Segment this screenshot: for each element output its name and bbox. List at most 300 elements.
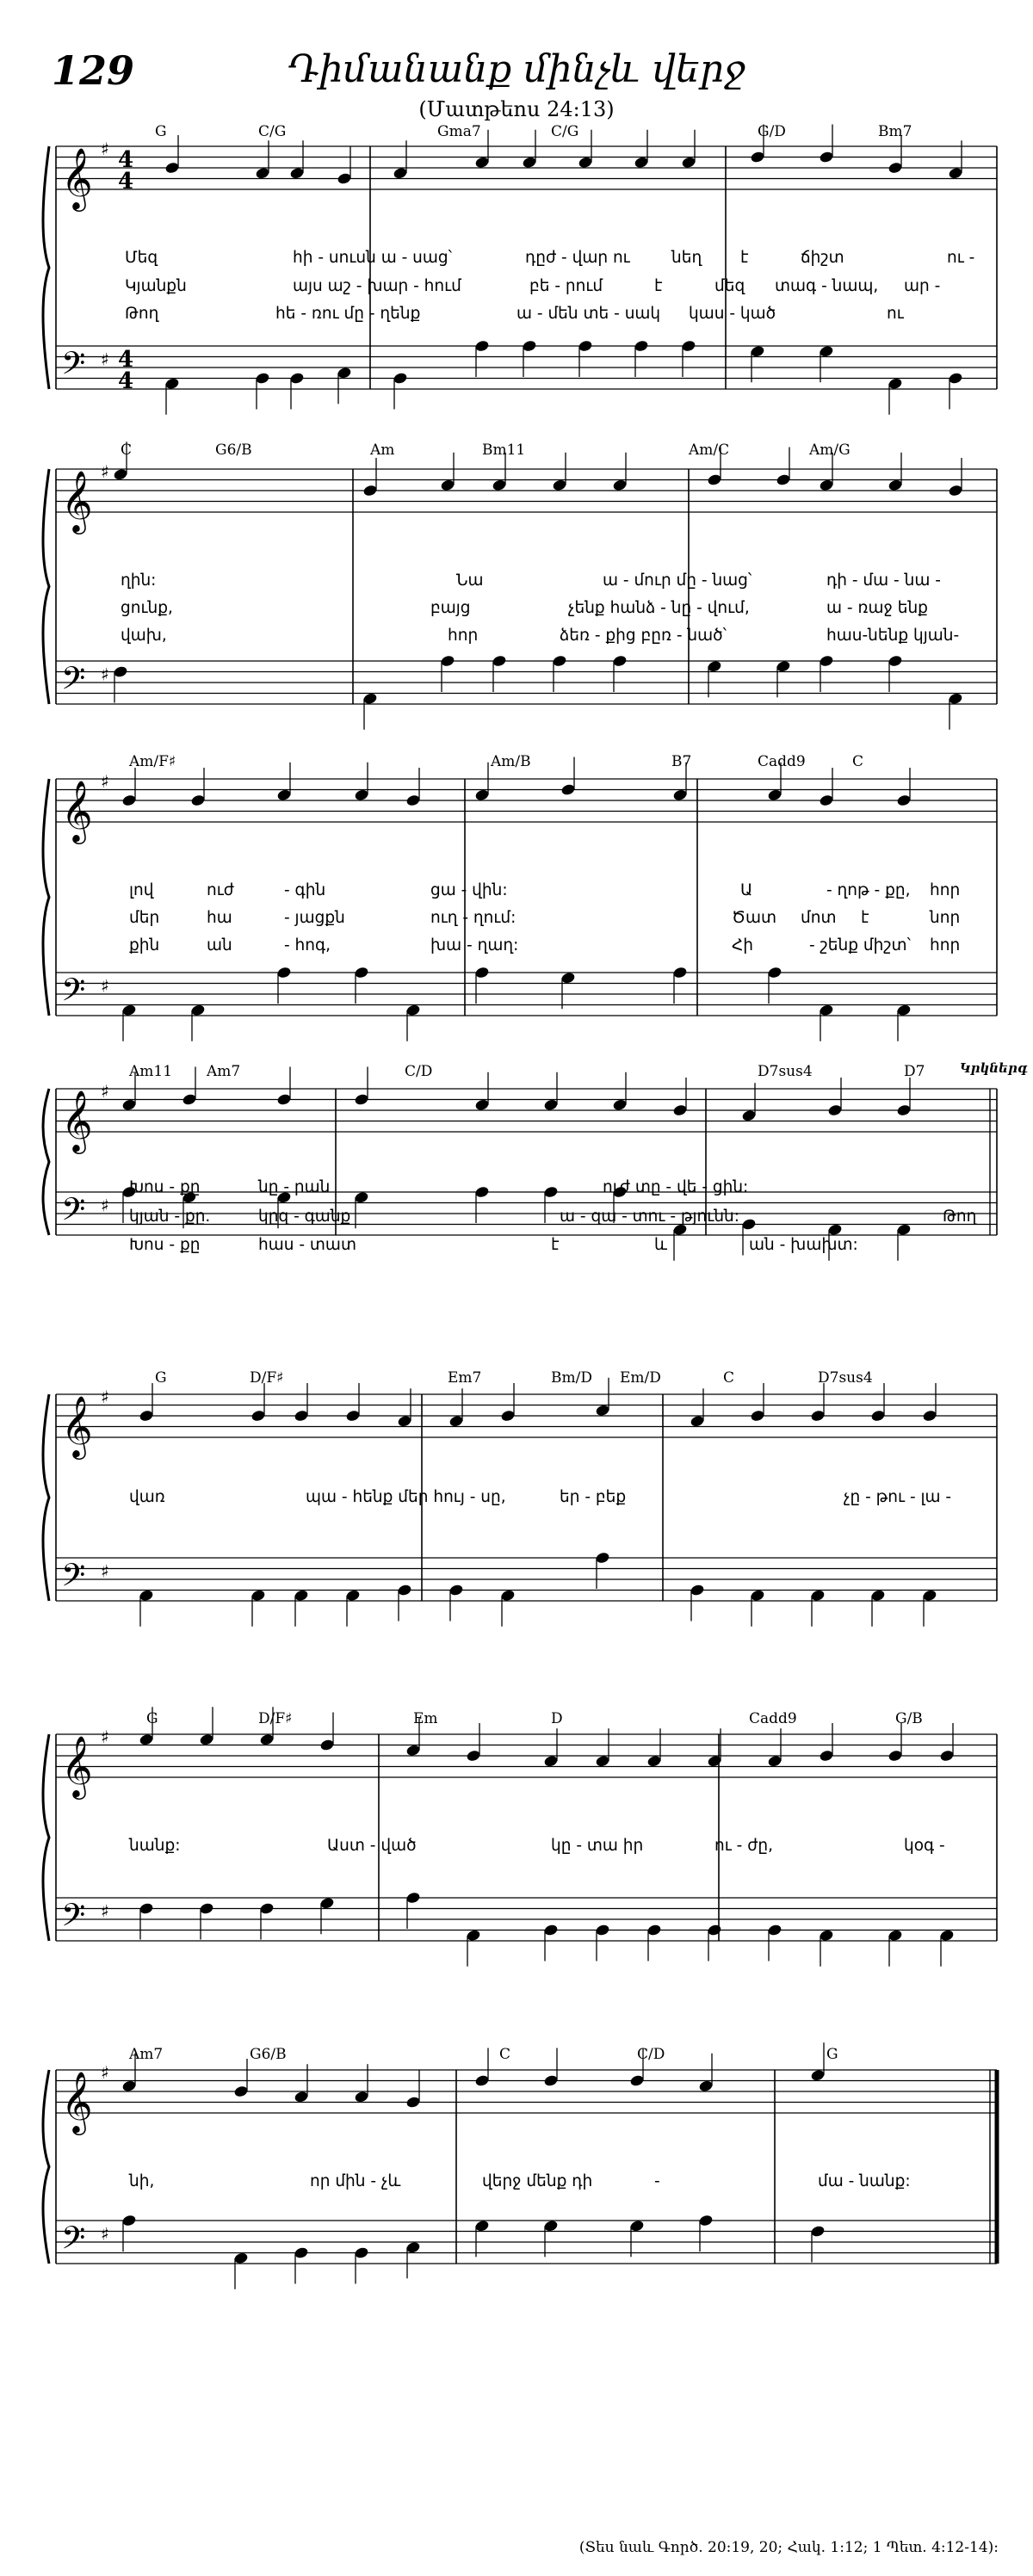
lyric-syllable: ու - ժը, <box>714 1837 773 1855</box>
lyric-syllable: Մեզ <box>125 249 158 267</box>
note-head <box>612 479 628 491</box>
lyric-syllable: ան - խախտ: <box>749 1236 858 1254</box>
lyric-syllable: բայց <box>430 599 471 617</box>
lyric-syllable: - ղոթ - քը, <box>826 881 911 899</box>
note-head <box>819 1749 834 1762</box>
lyric-syllable: հոր <box>930 881 961 899</box>
key-signature-sharp-icon: ♯ <box>101 461 109 482</box>
treble-clef-icon: 𝄞 <box>61 146 93 209</box>
note-head <box>466 1749 481 1762</box>
note-head <box>827 1103 843 1116</box>
note-head <box>543 1098 559 1111</box>
system-brace <box>43 469 49 704</box>
note-head <box>646 1755 662 1768</box>
chord-symbol: C <box>723 1369 735 1387</box>
note-head <box>819 479 834 491</box>
lyric-syllable: ա - մուր մը - նաց՝ <box>603 571 752 590</box>
chord-symbol: G/B <box>895 1710 923 1727</box>
note-head <box>827 1223 843 1236</box>
treble-clef-icon: 𝄞 <box>61 469 93 532</box>
note-head <box>750 1589 765 1602</box>
lyric-syllable: նը - րան <box>258 1178 331 1196</box>
note-head <box>560 783 576 796</box>
note-head <box>354 2091 369 2103</box>
note-head <box>672 966 688 979</box>
note-head <box>354 2246 369 2259</box>
lyric-syllable: բե - րում <box>529 277 603 295</box>
treble-clef-icon: 𝄞 <box>61 1734 93 1797</box>
lyric-syllable: - յացքն <box>284 909 345 927</box>
lyric-syllable: ա - մեն տե - սակ <box>516 305 661 323</box>
note-head <box>139 1733 154 1746</box>
chord-symbol: Bm7 <box>878 123 912 140</box>
song-number: 129 <box>52 47 135 94</box>
bass-clef-icon: 𝄢 <box>61 1557 86 1602</box>
note-head <box>552 479 567 491</box>
note-head <box>522 339 537 352</box>
lyric-syllable: մեր <box>129 909 160 927</box>
lyric-syllable: քին <box>129 936 160 954</box>
note-head <box>440 654 455 667</box>
note-head <box>345 1589 361 1602</box>
note-head <box>121 794 137 806</box>
note-head <box>767 788 782 801</box>
key-signature-sharp-icon: ♯ <box>101 2062 109 2083</box>
note-head <box>629 2220 645 2233</box>
note-head <box>294 1589 309 1602</box>
chord-symbol: G <box>155 1369 167 1387</box>
lyric-syllable: նանք: <box>129 1837 181 1855</box>
note-head <box>337 172 352 185</box>
note-head <box>681 156 696 169</box>
note-head <box>543 1924 559 1937</box>
song-title: Դիմանանք մինչև վերջ <box>288 47 745 91</box>
chord-symbol: Em <box>413 1710 438 1727</box>
lyric-syllable: խա - ղաղ: <box>430 936 519 954</box>
chord-symbol: Am7 <box>129 2046 164 2063</box>
lyric-syllable: հաս - տատ <box>258 1236 356 1254</box>
chord-symbol: Am/C <box>689 442 730 459</box>
note-head <box>922 1409 937 1422</box>
lyric-syllable: - <box>654 2172 660 2190</box>
chord-symbol: D/F♯ <box>250 1369 284 1387</box>
note-head <box>474 2220 490 2233</box>
note-head <box>405 2096 421 2109</box>
chord-symbol: Em7 <box>448 1369 482 1387</box>
note-head <box>405 794 421 806</box>
note-head <box>474 788 490 801</box>
lyric-syllable: նեղ <box>671 249 702 267</box>
lyric-syllable: վերջ մենք դի <box>482 2172 593 2190</box>
lyric-syllable: Կյանքն <box>125 277 187 295</box>
note-head <box>474 2074 490 2087</box>
note-head <box>819 1929 834 1942</box>
note-head <box>474 156 490 169</box>
key-signature-sharp-icon: ♯ <box>101 139 109 159</box>
note-head <box>741 1218 757 1231</box>
note-head <box>595 1755 610 1768</box>
note-head <box>707 1924 722 1937</box>
lyric-syllable: ան <box>207 936 232 954</box>
lyric-syllable: վախ, <box>121 627 167 645</box>
note-head <box>199 1733 214 1746</box>
note-head <box>190 794 206 806</box>
note-head <box>276 1093 292 1106</box>
chord-symbol: Cadd9 <box>758 753 806 770</box>
note-head <box>319 1897 335 1910</box>
note-head <box>405 2241 421 2254</box>
lyric-syllable: մա - նանք: <box>818 2172 911 2190</box>
bass-clef-icon: 𝄢 <box>61 1897 86 1942</box>
note-head <box>870 1409 886 1422</box>
note-head <box>492 654 507 667</box>
lyric-syllable: հե - ռու մը - ղենք <box>275 305 421 323</box>
note-head <box>276 788 292 801</box>
lyric-syllable: մոտ <box>801 909 837 927</box>
lyric-syllable: եր - բեք <box>560 1488 627 1506</box>
note-head <box>870 1589 886 1602</box>
lyric-syllable: պա - հենք մեր հույ - սը, <box>306 1488 506 1506</box>
key-signature-sharp-icon: ♯ <box>101 1081 109 1102</box>
lyric-syllable: հոր <box>448 627 479 645</box>
note-head <box>552 654 567 667</box>
note-head <box>121 1004 137 1016</box>
note-head <box>448 1584 464 1597</box>
lyric-syllable: ճիշտ <box>801 249 844 267</box>
chord-symbol: Am/F♯ <box>129 753 176 770</box>
lyric-syllable: այս աշ - խար - հում <box>293 277 461 295</box>
note-head <box>767 1755 782 1768</box>
note-head <box>113 468 128 481</box>
lyric-syllable: Ծատ <box>732 909 777 927</box>
note-head <box>466 1929 481 1942</box>
note-head <box>251 1409 266 1422</box>
lyric-syllable: կյան - քը. <box>129 1208 211 1226</box>
lyric-syllable: է <box>654 277 663 295</box>
bass-clef-icon: 𝄢 <box>61 345 86 390</box>
note-head <box>393 372 408 385</box>
chord-symbol: D <box>551 1710 563 1727</box>
note-head <box>259 1902 275 1915</box>
time-signature-top: 4 <box>118 147 134 173</box>
note-head <box>233 2085 249 2097</box>
treble-clef-icon: 𝄞 <box>61 779 93 842</box>
chord-symbol: Bm/D <box>551 1369 592 1387</box>
lyric-syllable: ուժ տը - վե - ցին: <box>603 1178 749 1196</box>
system-brace <box>43 2070 49 2264</box>
lyric-syllable: Նա <box>456 571 484 590</box>
lyric-syllable: տագ - նապ, <box>775 277 879 295</box>
note-head <box>474 966 490 979</box>
time-signature-bottom: 4 <box>118 368 134 394</box>
bass-clef-icon: 𝄢 <box>61 972 86 1016</box>
system-brace <box>43 1394 49 1601</box>
note-head <box>888 1749 903 1762</box>
note-head <box>948 372 963 385</box>
lyric-syllable: ղին: <box>121 571 157 590</box>
scripture-reference: (Մատթեոս 24:13) <box>418 97 615 121</box>
lyric-syllable: վառ <box>129 1488 165 1506</box>
chord-symbol: Am/B <box>491 753 531 770</box>
note-head <box>672 788 688 801</box>
note-head <box>888 654 903 667</box>
lyric-syllable: ցա - վին: <box>430 881 508 899</box>
note-head <box>750 151 765 164</box>
note-head <box>819 654 834 667</box>
note-head <box>922 1589 937 1602</box>
note-head <box>259 1733 275 1746</box>
note-head <box>595 1404 610 1417</box>
note-head <box>690 1415 705 1428</box>
note-head <box>896 794 912 806</box>
chord-symbol: D7sus4 <box>818 1369 873 1387</box>
note-head <box>289 167 305 180</box>
note-head <box>448 1415 464 1428</box>
lyric-syllable: նոր <box>930 909 961 927</box>
treble-clef-icon: 𝄞 <box>61 1394 93 1457</box>
key-signature-sharp-icon: ♯ <box>101 975 109 997</box>
lyric-syllable: և <box>654 1236 668 1254</box>
lyric-syllable: նի, <box>129 2172 155 2190</box>
lyric-syllable: հի - սուսն ա - սաց՝ <box>293 249 453 267</box>
note-head <box>819 794 834 806</box>
note-head <box>634 156 649 169</box>
chord-symbol: Bm11 <box>482 442 526 459</box>
key-signature-sharp-icon: ♯ <box>101 1195 109 1216</box>
key-signature-sharp-icon: ♯ <box>101 349 109 370</box>
note-head <box>819 345 834 358</box>
note-head <box>776 473 791 486</box>
note-head <box>629 2074 645 2087</box>
lyric-syllable: կօգ - <box>904 1837 945 1855</box>
lyric-syllable: Խոս - քը <box>129 1236 201 1254</box>
lyric-syllable: կըզ - գանք <box>258 1208 351 1226</box>
note-head <box>810 1589 826 1602</box>
chord-symbol: C <box>499 2046 511 2063</box>
lyric-syllable: դըժ - վար ու <box>525 249 630 267</box>
lyric-syllable: հաս-նենք կյան- <box>826 627 960 645</box>
key-signature-sharp-icon: ♯ <box>101 1387 109 1407</box>
note-head <box>948 167 963 180</box>
lyric-syllable: Թող <box>125 305 159 323</box>
lyric-syllable: է <box>740 249 749 267</box>
lyric-syllable: - գին <box>284 881 326 899</box>
chord-symbol: C <box>121 442 133 459</box>
key-signature-sharp-icon: ♯ <box>101 771 109 792</box>
note-head <box>289 372 305 385</box>
bass-clef-icon: 𝄢 <box>61 1191 86 1236</box>
chord-symbol: C/D <box>405 1063 433 1080</box>
lyric-syllable: հոր <box>930 936 961 954</box>
note-head <box>182 1093 197 1106</box>
note-head <box>255 372 270 385</box>
lyric-syllable: չենք հանձ - նը - վում, <box>568 599 750 617</box>
note-head <box>474 1185 490 1198</box>
note-head <box>492 479 507 491</box>
note-head <box>646 1924 662 1937</box>
note-head <box>113 665 128 678</box>
lyric-syllable: դի - մա - նա - <box>826 571 941 590</box>
key-signature-sharp-icon: ♯ <box>101 1560 109 1582</box>
lyric-syllable: չը - թու - լա - <box>844 1488 952 1506</box>
chord-symbol: C/G <box>551 123 579 140</box>
chord-symbol: Cadd9 <box>749 1710 797 1727</box>
chord-symbol: Am7 <box>207 1063 241 1080</box>
note-head <box>354 1191 369 1204</box>
footer-references: (Տես նաև Գործ. 20:19, 20; Հակ. 1:12; 1 Պետ. 4:12-14): <box>578 2539 999 2556</box>
note-head <box>690 1584 705 1597</box>
note-head <box>939 1929 955 1942</box>
note-head <box>319 1739 335 1751</box>
key-signature-sharp-icon: ♯ <box>101 664 109 685</box>
note-head <box>560 972 576 985</box>
note-head <box>595 1924 610 1937</box>
lyric-syllable: Հի <box>732 936 753 954</box>
note-head <box>405 1891 421 1904</box>
note-head <box>888 377 903 390</box>
lyric-syllable: ցունք, <box>121 599 173 617</box>
chord-symbol: Am11 <box>129 1063 173 1080</box>
note-head <box>698 2079 714 2092</box>
note-head <box>164 161 180 174</box>
note-head <box>362 484 378 497</box>
note-head <box>500 1589 516 1602</box>
note-head <box>139 1409 154 1422</box>
note-head <box>767 966 782 979</box>
note-head <box>397 1584 412 1597</box>
chord-symbol: Am/G <box>809 442 851 459</box>
bass-clef-icon: 𝄢 <box>61 660 86 705</box>
note-head <box>939 1749 955 1762</box>
bass-clef-icon: 𝄢 <box>61 2220 86 2264</box>
note-head <box>698 2214 714 2227</box>
lyric-syllable: հա <box>207 909 232 927</box>
note-head <box>294 2091 309 2103</box>
note-head <box>121 2214 137 2227</box>
chord-symbol: Em/D <box>620 1369 661 1387</box>
note-head <box>543 2074 559 2087</box>
chord-symbol: G <box>155 123 167 140</box>
note-head <box>251 1589 266 1602</box>
lyric-syllable: ար - <box>904 277 941 295</box>
note-head <box>190 1004 206 1016</box>
note-head <box>362 692 378 705</box>
note-head <box>233 2252 249 2264</box>
note-head <box>276 966 292 979</box>
note-head <box>139 1589 154 1602</box>
note-head <box>810 2069 826 2082</box>
key-signature-sharp-icon: ♯ <box>101 2223 109 2245</box>
time-signature-top: 4 <box>118 347 134 373</box>
refrain-marking: Կրկներգ <box>960 1060 1028 1076</box>
note-head <box>543 1185 559 1198</box>
note-head <box>578 339 593 352</box>
note-head <box>500 1409 516 1422</box>
chord-symbol: G <box>826 2046 838 2063</box>
chord-symbol: D7 <box>904 1063 925 1080</box>
note-head <box>294 2246 309 2259</box>
note-head <box>776 660 791 673</box>
lyric-syllable: ձեռ - քից բըռ - նած՝ <box>560 627 727 645</box>
note-head <box>707 473 722 486</box>
note-head <box>474 1098 490 1111</box>
lyric-syllable: - հոգ, <box>284 936 331 954</box>
note-head <box>199 1902 214 1915</box>
note-head <box>393 167 408 180</box>
note-head <box>810 2225 826 2238</box>
key-signature-sharp-icon: ♯ <box>101 1900 109 1922</box>
system-brace <box>43 779 49 1016</box>
note-head <box>896 1223 912 1236</box>
lyric-syllable: Թող <box>943 1208 977 1226</box>
chord-symbol: Gma7 <box>437 123 481 140</box>
note-head <box>888 161 903 174</box>
note-head <box>819 1004 834 1016</box>
note-head <box>354 966 369 979</box>
lyric-syllable: մեզ <box>714 277 745 295</box>
lyric-syllable: Աստ - ված <box>327 1837 417 1855</box>
note-head <box>440 479 455 491</box>
chord-symbol: G/D <box>758 123 786 140</box>
lyric-syllable: լով <box>129 881 154 899</box>
lyric-syllable: ա - ռաջ ենք <box>826 599 928 617</box>
note-head <box>810 1409 826 1422</box>
lyric-syllable: կաս - կած <box>689 305 776 323</box>
note-head <box>681 339 696 352</box>
note-head <box>345 1409 361 1422</box>
chord-symbol: Am <box>370 442 395 459</box>
note-head <box>741 1109 757 1122</box>
note-head <box>397 1415 412 1428</box>
note-head <box>948 484 963 497</box>
system-brace <box>43 1734 49 1941</box>
chord-symbol: C/D <box>637 2046 665 2063</box>
lyric-syllable: ուղ - ղում: <box>430 909 516 927</box>
note-head <box>543 1755 559 1768</box>
system-brace <box>43 146 49 389</box>
chord-symbol: G6/B <box>215 442 252 459</box>
treble-clef-icon: 𝄞 <box>61 1089 93 1152</box>
note-head <box>634 339 649 352</box>
note-head <box>255 167 270 180</box>
lyric-syllable: ուժ <box>207 881 234 899</box>
note-head <box>354 1093 369 1106</box>
note-head <box>139 1902 154 1915</box>
lyric-syllable: Խոս - քը <box>129 1178 201 1196</box>
note-head <box>405 1744 421 1757</box>
lyric-syllable: - շենք միշտ՝ <box>809 936 911 954</box>
note-head <box>948 692 963 705</box>
note-head <box>888 479 903 491</box>
lyric-syllable: է <box>551 1236 560 1254</box>
note-head <box>750 345 765 358</box>
note-head <box>595 1551 610 1564</box>
chord-symbol: C <box>852 753 864 770</box>
lyric-syllable: ու <box>887 305 904 323</box>
note-head <box>707 1755 722 1768</box>
note-head <box>121 1098 137 1111</box>
system-brace <box>43 1089 49 1235</box>
lyric-syllable: է <box>861 909 869 927</box>
note-head <box>354 788 369 801</box>
chord-symbol: C/G <box>258 123 287 140</box>
note-head <box>612 654 628 667</box>
treble-clef-icon: 𝄞 <box>61 2070 93 2133</box>
note-head <box>612 1098 628 1111</box>
note-head <box>405 1004 421 1016</box>
lyric-syllable: ա - զա - տու - թյունն: <box>560 1208 740 1226</box>
note-head <box>750 1409 765 1422</box>
